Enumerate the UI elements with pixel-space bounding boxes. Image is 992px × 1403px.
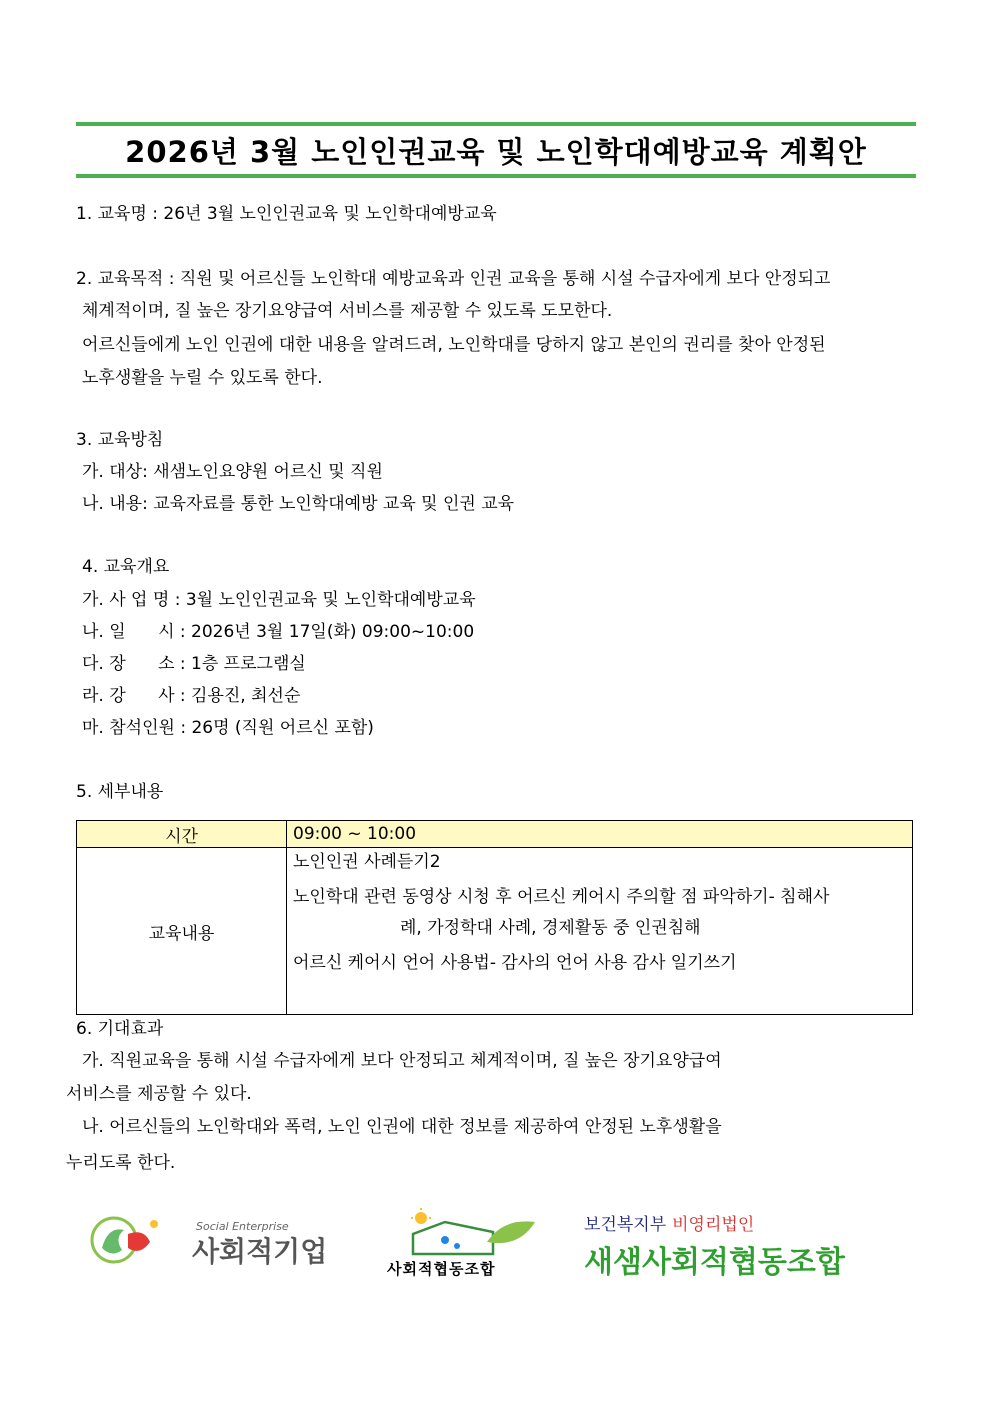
section-6-line: 가. 직원교육을 통해 시설 수급자에게 보다 안정되고 체계적이며, 질 높은 장기요양급여 bbox=[82, 1051, 722, 1071]
section-6-line: 누리도록 한다. bbox=[66, 1153, 176, 1173]
cooperative-caption: 사회적협동조합 bbox=[387, 1260, 496, 1278]
section-4-heading: 4. 교육개요 bbox=[82, 557, 170, 577]
section-2-purpose-line: 어르신들에게 노인 인권에 대한 내용을 알려드려, 노인학대를 당하지 않고 본인의 권리를 찾아 안정된 bbox=[82, 335, 826, 355]
table-row bbox=[77, 848, 913, 1015]
nonprofit-label: 비영리법인 bbox=[672, 1215, 755, 1235]
social-enterprise-logo bbox=[84, 1208, 360, 1268]
content-label-cell: 교육내용 bbox=[77, 848, 287, 1015]
table-row bbox=[77, 821, 913, 848]
section-3-heading: 3. 교육방침 bbox=[76, 430, 164, 450]
content-cell bbox=[287, 848, 913, 1015]
section-5-heading: 5. 세부내용 bbox=[76, 782, 164, 802]
page-title: 2026년 3월 노인인권교육 및 노인학대예방교육 계획안 bbox=[125, 134, 867, 169]
time-value-cell: 09:00 ~ 10:00 bbox=[287, 821, 913, 848]
section-3-item: 나. 내용: 교육자료를 통한 노인학대예방 교육 및 인권 교육 bbox=[82, 494, 515, 514]
content-line: 례, 가정학대 사례, 경제활동 중 인권침해 bbox=[400, 918, 701, 938]
section-2-purpose-line: 2. 교육목적 : 직원 및 어르신들 노인학대 예방교육과 인권 교육을 통해 시설 수급자에게 보다 안정되고 bbox=[76, 269, 831, 289]
organization-name: 새샘사회적협동조합 bbox=[584, 1245, 845, 1280]
section-2-purpose-line: 체계적이며, 질 높은 장기요양급여 서비스를 제공할 수 있도록 도모한다. bbox=[82, 301, 613, 321]
social-enterprise-name: 사회적기업 bbox=[192, 1235, 328, 1268]
section-4-item: 나. 일 시 : 2026년 3월 17일(화) 09:00~10:00 bbox=[82, 622, 475, 642]
section-1-education-name: 1. 교육명 : 26년 3월 노인인권교육 및 노인학대예방교육 bbox=[76, 204, 497, 224]
section-4-item: 가. 사 업 명 : 3월 노인인권교육 및 노인학대예방교육 bbox=[82, 590, 476, 610]
section-6-line: 서비스를 제공할 수 있다. bbox=[66, 1084, 252, 1104]
ministry-label: 보건복지부 bbox=[584, 1215, 667, 1235]
section-2-purpose-line: 노후생활을 누릴 수 있도록 한다. bbox=[82, 368, 323, 388]
cooperative-logo bbox=[383, 1208, 561, 1278]
content-line: 어르신 케어시 언어 사용법- 감사의 언어 사용 감사 일기쓰기 bbox=[293, 953, 737, 973]
organization-subtitle bbox=[584, 1210, 845, 1235]
section-3-item: 가. 대상: 새샘노인요양원 어르신 및 직원 bbox=[82, 462, 383, 482]
title-box bbox=[76, 122, 916, 178]
social-enterprise-small-label: Social Enterprise bbox=[196, 1220, 289, 1233]
content-line: 노인인권 사례듣기2 bbox=[293, 852, 441, 872]
section-6-line: 나. 어르신들의 노인학대와 폭력, 노인 인권에 대한 정보를 제공하여 안정된 노후생활을 bbox=[82, 1117, 722, 1137]
time-label-cell: 시간 bbox=[77, 821, 287, 848]
section-4-item: 다. 장 소 : 1층 프로그램실 bbox=[82, 654, 306, 674]
section-4-item: 라. 강 사 : 김용진, 최선순 bbox=[82, 686, 301, 706]
content-line: 노인학대 관련 동영상 시청 후 어르신 케어시 주의할 점 파악하기- 침해사 bbox=[293, 887, 830, 907]
detail-table bbox=[76, 820, 913, 1015]
section-6-heading: 6. 기대효과 bbox=[76, 1019, 164, 1039]
section-4-item: 마. 참석인원 : 26명 (직원 어르신 포함) bbox=[82, 718, 374, 738]
organization-block bbox=[584, 1210, 845, 1281]
